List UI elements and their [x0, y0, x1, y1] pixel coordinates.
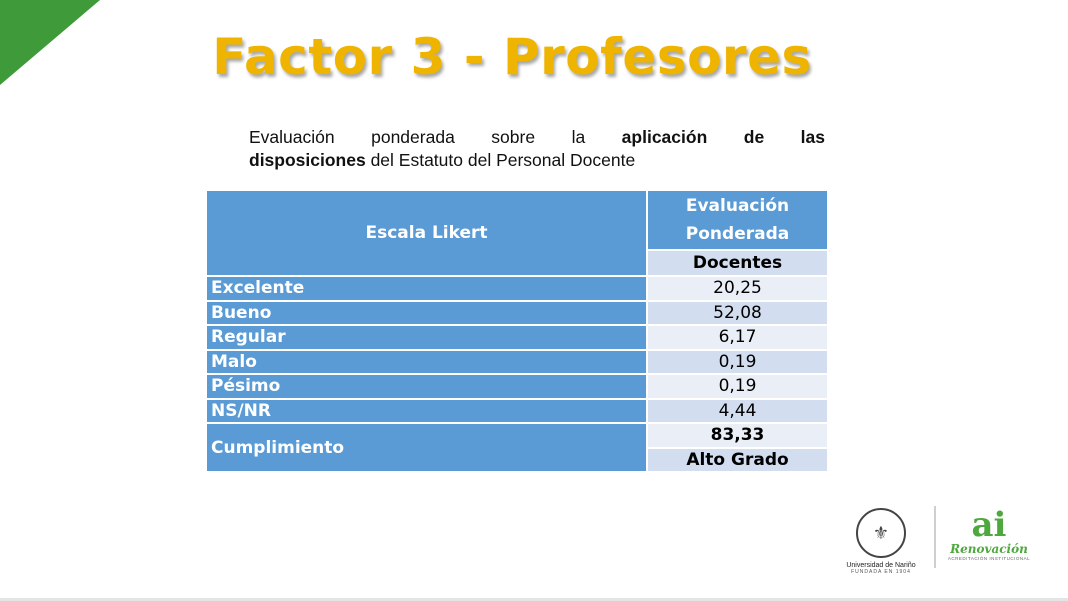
row-label: Pésimo — [206, 374, 647, 399]
desc-word: Evaluación — [249, 127, 335, 147]
slide-title: Factor 3 - Profesores — [212, 28, 812, 86]
row-value: 6,17 — [647, 325, 828, 350]
table-row — [206, 276, 828, 301]
table-row — [206, 399, 828, 424]
row-label: Excelente — [206, 276, 647, 301]
table-row — [206, 301, 828, 326]
row-value: 52,08 — [647, 301, 828, 326]
university-logo — [843, 508, 919, 575]
table-row — [206, 325, 828, 350]
university-founded: FUNDADA EN 1904 — [851, 569, 911, 575]
desc-word: aplicación — [621, 127, 708, 147]
summary-value: 83,33 — [647, 423, 828, 448]
row-label: Regular — [206, 325, 647, 350]
row-label: Bueno — [206, 301, 647, 326]
renovacion-name: Renovación — [950, 542, 1028, 556]
header-eval: Evaluación Ponderada — [647, 190, 828, 250]
renovacion-logo — [944, 505, 1034, 561]
description-line-1 — [249, 126, 825, 149]
header-scale: Escala Likert — [206, 190, 647, 276]
desc-bold: disposiciones — [249, 150, 366, 170]
table-row — [206, 350, 828, 375]
description-line-2 — [249, 149, 825, 172]
row-value: 0,19 — [647, 374, 828, 399]
row-value: 4,44 — [647, 399, 828, 424]
desc-word: ponderada — [371, 127, 455, 147]
row-value: 20,25 — [647, 276, 828, 301]
likert-table — [205, 189, 829, 473]
header-group: Docentes — [647, 250, 828, 276]
desc-word: sobre — [491, 127, 536, 147]
logo-separator — [934, 506, 936, 568]
row-value: 0,19 — [647, 350, 828, 375]
desc-rest: del Estatuto del Personal Docente — [365, 150, 636, 170]
table-row — [206, 374, 828, 399]
row-label: NS/NR — [206, 399, 647, 424]
university-name: Universidad de Nariño — [846, 562, 916, 569]
slide-description — [249, 126, 825, 172]
renovacion-mark: ai — [971, 505, 1007, 545]
row-label: Malo — [206, 350, 647, 375]
desc-word: la — [571, 127, 586, 147]
summary-grade: Alto Grado — [647, 448, 828, 473]
summary-row — [206, 423, 828, 448]
desc-word: de — [743, 127, 765, 147]
renovacion-sub: ACREDITACIÓN INSTITUCIONAL — [947, 556, 1031, 561]
summary-label: Cumplimiento — [206, 423, 647, 472]
university-seal-icon: ⚜ — [856, 508, 906, 558]
desc-word: las — [800, 127, 825, 147]
